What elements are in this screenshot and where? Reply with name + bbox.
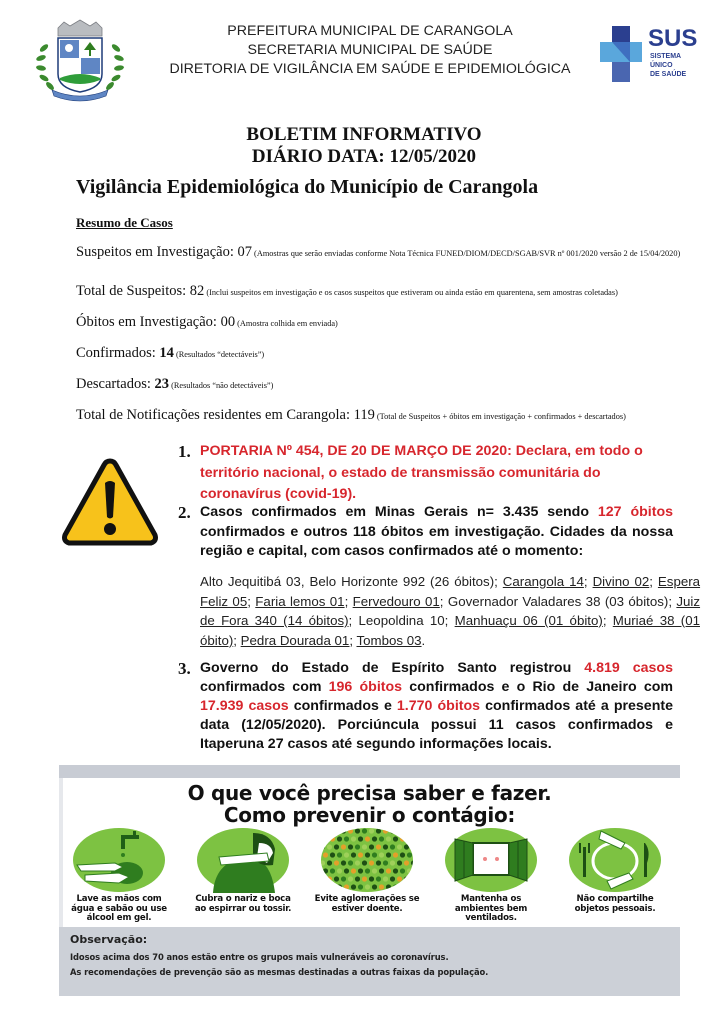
crowd-person-mark bbox=[348, 860, 353, 865]
city-entry: Espera Feliz 05 bbox=[200, 574, 701, 609]
crowd-person-mark bbox=[383, 860, 388, 865]
city-separator: . bbox=[421, 632, 426, 648]
stat-value: 119 bbox=[353, 407, 375, 423]
list-number: 3. bbox=[178, 659, 191, 678]
hand-washing-icon bbox=[71, 827, 167, 893]
text-segment: confirmados até a presente data (12/05/2020). Porciúncula possui 11 casos confirmados e Itaperuna 27 casos até segundo informações locais. bbox=[200, 698, 673, 752]
crowd-person-mark bbox=[376, 844, 381, 849]
city-entry: Carangola 14 bbox=[502, 574, 584, 589]
crowd-person-mark bbox=[323, 868, 328, 873]
crowd-person-mark bbox=[323, 884, 328, 889]
text-segment: confirmados e o Rio de Janeiro com bbox=[402, 679, 673, 695]
warning-icon bbox=[60, 455, 160, 549]
svg-text:SISTEMA: SISTEMA bbox=[650, 53, 682, 60]
crowd-person-mark bbox=[344, 836, 349, 841]
stat-label: Óbitos em Investigação: bbox=[76, 314, 221, 330]
crowd-person-mark bbox=[386, 884, 391, 889]
crowd-person-mark bbox=[376, 828, 381, 833]
bulletin-title bbox=[0, 124, 720, 168]
crowd-person-mark bbox=[327, 844, 332, 849]
cough-elbow-icon bbox=[195, 827, 291, 893]
tip-caption bbox=[183, 895, 303, 914]
caption-line: ao espirrar ou tossir. bbox=[194, 903, 292, 914]
crowd-person-mark bbox=[379, 884, 384, 889]
section-title: Vigilância Epidemiológica do Município de Carangola bbox=[76, 176, 539, 198]
list-item-portaria bbox=[178, 441, 673, 506]
crowd-person-mark bbox=[404, 844, 409, 849]
crowd-icon bbox=[319, 827, 415, 893]
crowd-person-mark bbox=[334, 876, 339, 881]
crowd-person-mark bbox=[348, 828, 353, 833]
stat-label: Suspeitos em Investigação: bbox=[76, 244, 238, 260]
stat-value: 00 bbox=[220, 314, 236, 330]
svg-text:ÚNICO: ÚNICO bbox=[650, 62, 673, 69]
sus-logo bbox=[598, 22, 700, 84]
highlight-es-obitos: 196 óbitos bbox=[328, 679, 403, 695]
bulletin-title-line: BOLETIM INFORMATIVO bbox=[246, 124, 482, 145]
crowd-person-mark bbox=[393, 836, 398, 841]
caption-line: Mantenha os bbox=[460, 894, 522, 904]
crowd-person-mark bbox=[383, 876, 388, 881]
crowd-person-mark bbox=[337, 884, 342, 889]
stat-note: (Total de Suspeitos + óbitos em investigação + confirmados + descartados) bbox=[374, 412, 626, 421]
crowd-person-mark bbox=[397, 844, 402, 849]
crowd-person-mark bbox=[400, 836, 405, 841]
city-entry: Tombos 03 bbox=[356, 632, 422, 648]
crowd-person-mark bbox=[365, 852, 370, 857]
crowd-person-mark bbox=[362, 860, 367, 865]
crowd-person-mark bbox=[400, 884, 405, 889]
crowd-person-mark bbox=[414, 836, 415, 841]
prevention-subtitle-line: Como prevenir o contágio: bbox=[223, 803, 516, 827]
city-separator: ; bbox=[668, 593, 677, 609]
city-separator: ; bbox=[344, 593, 353, 609]
caption-line: álcool em gel. bbox=[86, 913, 152, 923]
crowd-person-mark bbox=[393, 868, 398, 873]
caption-line: Cubra o nariz e boca bbox=[195, 894, 291, 904]
caption-line: Evite aglomerações se bbox=[314, 894, 420, 904]
city-entry: Alto Jequitibá 03 bbox=[200, 574, 301, 589]
es-rj-text bbox=[200, 659, 673, 754]
crowd-person-mark bbox=[351, 884, 356, 889]
crowd-person-mark bbox=[358, 868, 363, 873]
crowd-person-mark bbox=[376, 860, 381, 865]
stat-value: 14 bbox=[159, 345, 174, 361]
sus-cross-icon bbox=[600, 26, 642, 82]
tip-hand-washing bbox=[59, 827, 179, 924]
caption-line: água e sabão ou use bbox=[71, 903, 167, 914]
city-separator: ; bbox=[583, 574, 593, 589]
crowd-person-mark bbox=[369, 828, 374, 833]
crowd-person-mark bbox=[386, 852, 391, 857]
crowd-person-mark bbox=[372, 852, 377, 857]
crowd-person-mark bbox=[404, 876, 409, 881]
crowd-person-mark bbox=[355, 876, 360, 881]
observation-line-prevention: As recomendações de prevenção são as mesmas destinadas a outras faixas da população. bbox=[70, 967, 489, 977]
crowd-person-mark bbox=[383, 844, 388, 849]
highlight-rj-casos: 17.939 casos bbox=[200, 698, 289, 714]
crowd-person-mark bbox=[379, 836, 384, 841]
stat-obitos-investigacao bbox=[76, 315, 696, 331]
crowd-person-mark bbox=[351, 836, 356, 841]
crowd-person-mark bbox=[407, 836, 412, 841]
text-segment: confirmados e outros 118 óbitos em investigação. Cidades da nossa região e capital, com casos confirmados até o momento: bbox=[200, 523, 673, 559]
city-entry: Manhuaçu 06 (01 óbito) bbox=[454, 613, 603, 628]
open-window-icon bbox=[443, 827, 539, 893]
crowd-person-mark bbox=[327, 828, 332, 833]
crowd-person-mark bbox=[358, 852, 363, 857]
stat-label: Confirmados: bbox=[76, 345, 160, 361]
tip-caption bbox=[307, 895, 427, 914]
crowd-person-mark bbox=[355, 844, 360, 849]
text-segment: confirmados com bbox=[200, 679, 329, 695]
tip-no-sharing bbox=[555, 827, 675, 914]
stat-label: Descartados: bbox=[76, 376, 155, 392]
tip-avoid-crowds bbox=[307, 827, 427, 914]
stat-label: Total de Suspeitos: bbox=[76, 283, 190, 299]
crowd-person-mark bbox=[344, 852, 349, 857]
stat-note: (Resultados “não detectáveis”) bbox=[169, 381, 274, 390]
crowd-person-mark bbox=[414, 868, 415, 873]
cities-list bbox=[200, 572, 700, 650]
crowd-person-mark bbox=[414, 852, 415, 857]
minas-gerais-text bbox=[200, 503, 673, 562]
crowd-person-mark bbox=[369, 860, 374, 865]
crowd-person-mark bbox=[355, 828, 360, 833]
crowd-person-mark bbox=[362, 876, 367, 881]
caption-line: Não compartilhe bbox=[576, 894, 654, 904]
laurel-right-icon bbox=[105, 43, 125, 91]
laurel-left-icon bbox=[35, 43, 55, 91]
prevention-title bbox=[59, 782, 680, 826]
caption-line: objetos pessoais. bbox=[574, 903, 656, 914]
crowd-person-mark bbox=[337, 836, 342, 841]
caption-line: estiver doente. bbox=[331, 903, 403, 914]
tip-ventilate bbox=[431, 827, 551, 924]
caption-line: ventilados. bbox=[465, 913, 517, 923]
crowd-person-mark bbox=[330, 836, 335, 841]
crowd-person-mark bbox=[362, 844, 367, 849]
crowd-person-mark bbox=[327, 876, 332, 881]
crowd-person-mark bbox=[369, 876, 374, 881]
city-separator: ; bbox=[494, 574, 503, 589]
crowd-person-mark bbox=[341, 828, 346, 833]
city-entry: Pedra Dourada 01; bbox=[240, 632, 354, 648]
prevention-title-line: O que você precisa saber e fazer. bbox=[187, 781, 552, 805]
stat-note: (Inclui suspeitos em investigação e os casos suspeitos que estiveram ou ainda estão em quarentena, sem amostras coletadas) bbox=[204, 288, 618, 297]
crowd-person-mark bbox=[397, 860, 402, 865]
tip-caption bbox=[431, 895, 551, 924]
crowd-person-mark bbox=[376, 876, 381, 881]
crowd-person-mark bbox=[327, 860, 332, 865]
tip-caption bbox=[59, 895, 179, 924]
tip-cover-cough bbox=[183, 827, 303, 914]
city-entry: Belo Horizonte 992 (26 óbitos) bbox=[309, 574, 495, 589]
crowd-person-mark bbox=[348, 876, 353, 881]
svg-text:SUS: SUS bbox=[648, 25, 698, 52]
stat-note: (Amostras que serão enviadas conforme Nota Técnica FUNED/DIOM/DECD/SGAB/SVR nº 001/2020 versão 2 de 15/04/2020) bbox=[251, 249, 681, 258]
observation-title: Observação: bbox=[70, 933, 148, 946]
crowd-person-mark bbox=[348, 844, 353, 849]
stat-suspeitos-investigacao bbox=[76, 245, 696, 261]
city-entry: Leopoldina 10 bbox=[358, 613, 445, 628]
caption-line: ambientes bem bbox=[454, 903, 528, 914]
observation-box bbox=[59, 927, 680, 996]
list-number: 1. bbox=[178, 442, 191, 461]
crowd-person-mark bbox=[358, 884, 363, 889]
city-separator: , bbox=[300, 574, 310, 589]
crowd-person-mark bbox=[330, 852, 335, 857]
crowd-person-mark bbox=[411, 828, 415, 833]
crowd-person-mark bbox=[390, 860, 395, 865]
portaria-text: PORTARIA Nº 454, DE 20 DE MARÇO DE 2020: Declara, em todo o território nacional, o estado de transmissão comunitária do coronavírus (covid-19). bbox=[200, 443, 643, 502]
tip-caption bbox=[555, 895, 675, 914]
crowd-person-mark bbox=[397, 828, 402, 833]
city-entry: Fervedouro 01 bbox=[352, 593, 440, 609]
crowd-person-mark bbox=[323, 836, 328, 841]
stat-note: (Amostra colhida em enviada) bbox=[235, 319, 338, 328]
crowd-person-mark bbox=[320, 844, 325, 849]
crowd-person-mark bbox=[407, 852, 412, 857]
bulletin-date-line: DIÁRIO DATA: 12/05/2020 bbox=[251, 146, 477, 167]
crowd-person-mark bbox=[365, 868, 370, 873]
city-separator: ; bbox=[247, 593, 256, 609]
crowd-person-mark bbox=[407, 884, 412, 889]
crowd-person-mark bbox=[334, 860, 339, 865]
shared-plate-icon bbox=[567, 827, 663, 893]
crowd-person-mark bbox=[341, 876, 346, 881]
stat-descartados bbox=[76, 377, 696, 393]
text-segment: Governo do Estado de Espírito Santo registrou bbox=[200, 660, 585, 676]
crowd-person-mark bbox=[330, 884, 335, 889]
crowd-person-mark bbox=[404, 828, 409, 833]
observation-line-elderly: Idosos acima dos 70 anos estão entre os grupos mais vulneráveis ao coronavírus. bbox=[70, 952, 449, 962]
crowd-person-mark bbox=[393, 884, 398, 889]
crowd-person-mark bbox=[411, 876, 415, 881]
highlight-obitos: 127 óbitos bbox=[597, 504, 673, 520]
crowd-person-mark bbox=[334, 844, 339, 849]
city-entry: Muriaé 38 (01 óbito) bbox=[200, 613, 700, 648]
stat-confirmados bbox=[76, 346, 696, 362]
city-separator: ; bbox=[444, 613, 455, 628]
city-separator: ; bbox=[439, 593, 448, 609]
crowd-person-mark bbox=[397, 876, 402, 881]
crowd-person-mark bbox=[390, 844, 395, 849]
crowd-person-mark bbox=[372, 868, 377, 873]
crowd-person-mark bbox=[404, 860, 409, 865]
city-separator: ; bbox=[602, 613, 613, 628]
city-entry: Juiz de Fora 340 (14 óbitos) bbox=[200, 593, 701, 628]
crowd-person-mark bbox=[365, 884, 370, 889]
crowd-person-mark bbox=[362, 828, 367, 833]
crowd-person-mark bbox=[344, 868, 349, 873]
header-line-diretoria: DIRETORIA DE VIGILÂNCIA EM SAÚDE E EPIDEMIOLÓGICA bbox=[169, 61, 571, 77]
list-item-minas-gerais bbox=[178, 503, 673, 562]
highlight-es-casos: 4.819 casos bbox=[584, 660, 673, 676]
crowd-person-mark bbox=[344, 884, 349, 889]
summary-heading: Resumo de Casos bbox=[76, 215, 173, 230]
stat-value: 82 bbox=[189, 283, 205, 299]
stat-note: (Resultados “detectáveis”) bbox=[173, 350, 265, 359]
city-entry: Divino 02 bbox=[592, 574, 650, 589]
crowd-person-mark bbox=[390, 876, 395, 881]
crowd-person-mark bbox=[411, 844, 415, 849]
crowd-person-mark bbox=[355, 860, 360, 865]
crowd-person-mark bbox=[400, 868, 405, 873]
crowd-person-mark bbox=[365, 836, 370, 841]
text-segment: confirmados e bbox=[288, 698, 397, 714]
city-entry: Governador Valadares 38 (03 óbitos) bbox=[447, 593, 669, 609]
city-separator: ; bbox=[649, 574, 658, 589]
stat-total-suspeitos bbox=[76, 284, 696, 300]
crowd-person-mark bbox=[390, 828, 395, 833]
document-header bbox=[0, 0, 720, 110]
crowd-person-mark bbox=[341, 860, 346, 865]
crowd-person-mark bbox=[341, 844, 346, 849]
stat-total-notificacoes bbox=[76, 408, 696, 424]
crowd-person-mark bbox=[379, 852, 384, 857]
crowd-person-mark bbox=[320, 828, 325, 833]
prevention-top-bar bbox=[59, 765, 680, 778]
city-separator: ; bbox=[233, 632, 241, 648]
crowd-person-mark bbox=[414, 884, 415, 889]
carangola-coat-of-arms-logo bbox=[30, 18, 130, 104]
crowd-person-mark bbox=[407, 868, 412, 873]
header-institution-lines bbox=[150, 22, 590, 79]
header-line-prefeitura: PREFEITURA MUNICIPAL DE CARANGOLA bbox=[227, 23, 513, 39]
crowd-person-mark bbox=[351, 868, 356, 873]
city-entry: Faria lemos 01 bbox=[255, 593, 345, 609]
crowd-person-mark bbox=[320, 860, 325, 865]
crowd-person-mark bbox=[334, 828, 339, 833]
crowd-person-mark bbox=[372, 884, 377, 889]
crowd-person-mark bbox=[330, 868, 335, 873]
stat-label: Total de Notificações residentes em Carangola: bbox=[76, 407, 354, 423]
crowd-person-mark bbox=[372, 836, 377, 841]
crowd-person-mark bbox=[393, 852, 398, 857]
city-separator: ; bbox=[348, 613, 359, 628]
crowd-person-mark bbox=[400, 852, 405, 857]
crowd-person-mark bbox=[369, 844, 374, 849]
highlight-rj-obitos: 1.770 óbitos bbox=[396, 698, 481, 714]
text-segment: Casos confirmados em Minas Gerais n= 3.435 sendo bbox=[200, 504, 598, 520]
crowd-person-mark bbox=[358, 836, 363, 841]
list-item-es-rj bbox=[178, 659, 673, 754]
crowd-person-mark bbox=[320, 876, 325, 881]
crowd-person-mark bbox=[386, 836, 391, 841]
crowd-person-mark bbox=[337, 868, 342, 873]
crowd-person-mark bbox=[351, 852, 356, 857]
crowd-person-mark bbox=[383, 828, 388, 833]
caption-line: Lave as mãos com bbox=[76, 894, 162, 904]
svg-text:DE SAÚDE: DE SAÚDE bbox=[650, 71, 687, 78]
crowd-person-mark bbox=[386, 868, 391, 873]
prevention-panel bbox=[59, 765, 680, 927]
crowd-person-mark bbox=[337, 852, 342, 857]
stat-value: 07 bbox=[237, 244, 252, 260]
crowd-person-mark bbox=[323, 852, 328, 857]
list-number: 2. bbox=[178, 503, 191, 522]
stat-value: 23 bbox=[154, 376, 170, 392]
crowd-person-mark bbox=[379, 868, 384, 873]
header-line-secretaria: SECRETARIA MUNICIPAL DE SAÚDE bbox=[247, 42, 493, 58]
